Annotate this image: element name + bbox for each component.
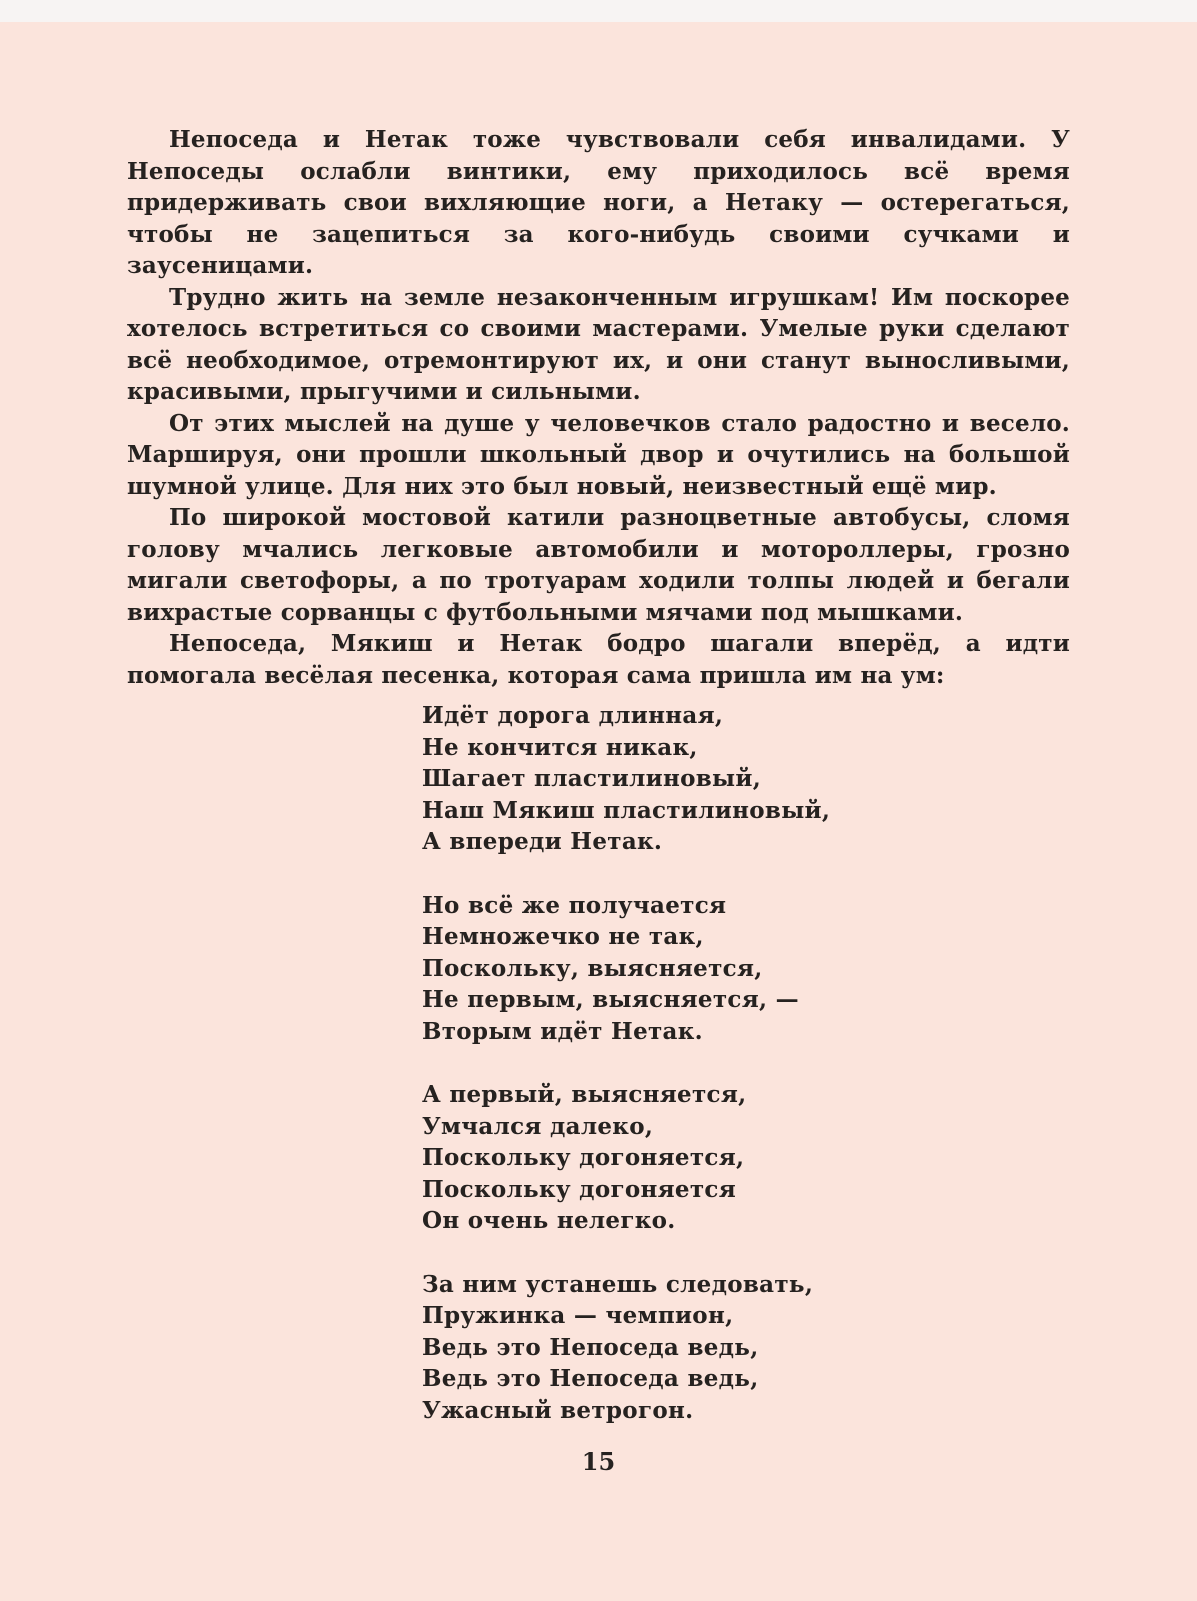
poem-line: За ним устанешь следовать, [422,1270,814,1298]
scan-top-strip [0,0,1197,22]
poem-line: Умчался далеко, [422,1112,654,1140]
page-number: 15 [581,1447,616,1476]
poem-line: Ведь это Непоседа ведь, [422,1365,759,1392]
stanza-4 [422,1269,982,1427]
prose-text [127,124,1070,691]
poem-line: Ужасный ветрогон. [422,1396,694,1424]
poem-line: Идёт дорога длинная, [422,702,724,729]
paragraph-3: От этих мыслей на душе у человечков стало радостно и весело. Маршируя, они прошли школьный двор и очутились на большой шумной улице. Для них это был новый, неизвестный ещё мир. [127,409,1070,500]
poem-line: Пружинка — чемпион, [422,1302,734,1329]
poem-line: Но всё же получается [422,891,727,919]
poem-line: Поскольку догоняется, [422,1144,745,1171]
stanza-1 [422,700,982,858]
poem-line: Поскольку догоняется [422,1175,736,1203]
paragraph-2: Трудно жить на земле незаконченным игрушкам! Им поскорее хотелось встретиться со своими мастерами. Умелые руки сделают всё необходимое, отремонтируют их, и они станут выносливыми, красивыми, прыгучими и сильными. [127,283,1070,405]
poem-line: А впереди Нетак. [422,828,663,855]
poem-line: Не кончится никак, [422,733,698,761]
paragraph-5: Непоседа, Мякиш и Нетак бодро шагали вперёд, а идти помогала весёлая песенка, которая сама пришла им на ум: [127,630,1070,689]
poem-line: Ведь это Непоседа ведь, [422,1333,759,1361]
stanza-2 [422,890,982,1048]
paragraph-1: Непоседа и Нетак тоже чувствовали себя инвалидами. У Непоседы ослабли винтики, ему приходилось всё время придерживать свои вихляющие ноги, а Нетаку — остерегаться, чтобы не зацепиться за кого-нибудь своими сучками и заусеницами. [127,126,1070,279]
stanza-3 [422,1079,982,1237]
song-poem [422,700,982,1458]
poem-line: Он очень нелегко. [422,1207,676,1234]
poem-line: Вторым идёт Нетак. [422,1017,703,1045]
paragraph-4: По широкой мостовой катили разноцветные автобусы, сломя голову мчались легковые автомобили и мотороллеры, грозно мигали светофоры, а по тротуарам ходили толпы людей и бегали вихрастые сорванцы с футбольными мячами под мышками. [127,504,1070,626]
poem-line: Наш Мякиш пластилиновый, [422,796,831,824]
poem-line: Шагает пластилиновый, [422,765,762,792]
poem-line: Не первым, выясняется, — [422,986,799,1013]
poem-line: Поскольку, выясняется, [422,954,763,982]
poem-line: А первый, выясняется, [422,1081,747,1108]
poem-line: Немножечко не так, [422,923,704,950]
